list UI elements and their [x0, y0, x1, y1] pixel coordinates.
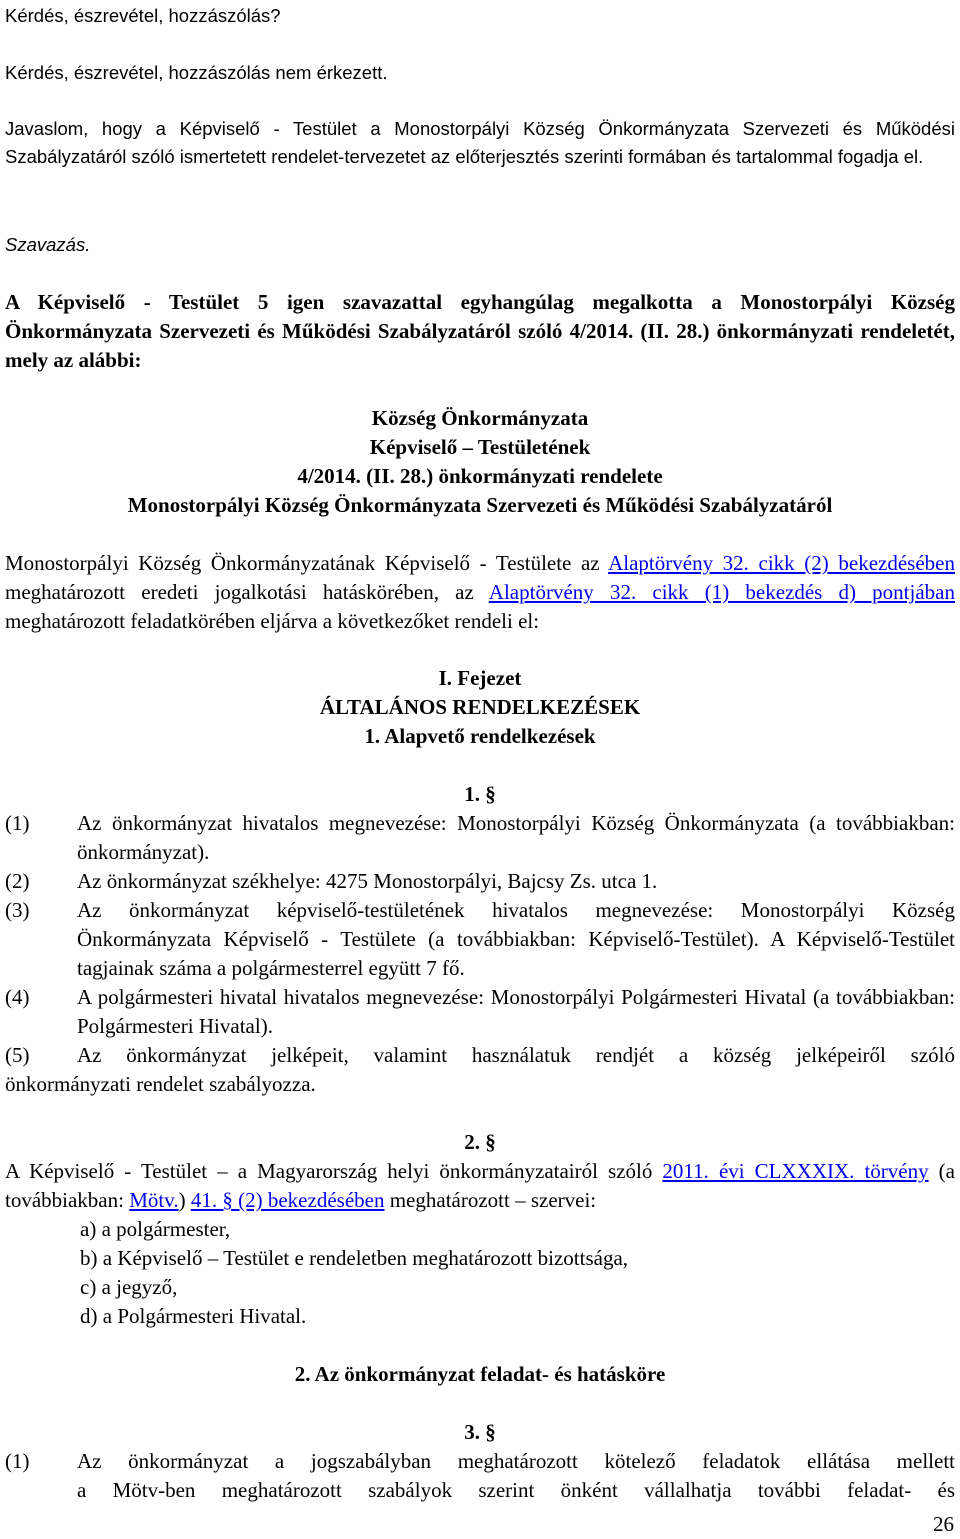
item-number: (5) [5, 1043, 30, 1067]
preamble-part3: meghatározott feladatkörében eljárva a következőket rendeli el: [5, 609, 540, 633]
item-text-rest: a Mötv-ben meghatározott szabályok szerint önként vállalhatja további feladat- és [77, 1478, 955, 1502]
decree-title-line3: 4/2014. (II. 28.) önkormányzati rendelete [297, 464, 663, 488]
section-1-item [5, 1041, 955, 1099]
item-number: (4) [5, 985, 30, 1009]
preamble-part1: Monostorpályi Község Önkormányzatának Képviselő - Testülete az [5, 551, 609, 575]
subchapter-2-heading: 2. Az önkormányzat feladat- és hatásköre [294, 1362, 666, 1386]
page-number: 26 [933, 1512, 954, 1536]
section-3-heading: 3. § [464, 1420, 496, 1444]
section-2-part3: ) [178, 1188, 191, 1212]
chapter-heading [5, 664, 955, 751]
section-2-part4: meghatározott – szervei: [384, 1188, 597, 1212]
answer-text: Kérdés, észrevétel, hozzászólás nem érkezett. [5, 62, 388, 83]
list-item: a) a polgármester, [80, 1217, 231, 1241]
item-number: (1) [5, 1449, 30, 1473]
list-item: b) a Képviselő – Testület e rendeletben meghatározott bizottsága, [80, 1246, 629, 1270]
section-2-heading: 2. § [464, 1130, 496, 1154]
decree-title-line1: Község Önkormányzata [371, 406, 589, 430]
item-number: (2) [5, 869, 30, 893]
decree-title-line2: Képviselő – Testületének [369, 435, 591, 459]
section-1-item [5, 867, 955, 896]
alaptorveny-32-2-link[interactable]: Alaptörvény 32. cikk (2) bekezdésében [608, 551, 955, 575]
item-number: (1) [5, 811, 30, 835]
preamble-part2: meghatározott eredeti jogalkotási hatáskörében, az [5, 580, 489, 604]
item-text-rest: önkormányzati rendelet szabályozza. [5, 1072, 316, 1096]
proposal-paragraph: Javaslom, hogy a Képviselő - Testület a Monostorpályi Község Önkormányzata Szervezeti és Működési Szabályzatáról szóló ismertetett rendelet-tervezetet az előterjesztés szerinti formában és tartalommal fogadja el. [5, 118, 955, 167]
item-text-first: Az önkormányzat jelképeit, valamint használatuk rendjét a község jelképeiről szóló [77, 1043, 955, 1067]
section-1-heading: 1. § [464, 782, 496, 806]
item-text: A polgármesteri hivatal hivatalos megnevezése: Monostorpályi Polgármesteri Hivatal (a továbbiakban: Polgármesteri Hivatal). [77, 985, 955, 1038]
item-text: Az önkormányzat székhelye: 4275 Monostorpályi, Bajcsy Zs. utca 1. [77, 869, 658, 893]
decree-title-line4: Monostorpályi Község Önkormányzata Szervezeti és Működési Szabályzatáról [127, 493, 833, 517]
list-item: c) a jegyző, [80, 1275, 178, 1299]
section-3-item [5, 1447, 955, 1505]
voting-label: Szavazás. [5, 234, 91, 255]
item-text-first: Az önkormányzat a jogszabályban meghatározott kötelező feladatok ellátása mellett [77, 1449, 955, 1473]
preamble-paragraph [5, 549, 955, 636]
section-1-item [5, 983, 955, 1041]
decree-title [5, 404, 955, 520]
item-text: Az önkormányzat képviselő-testületének hivatalos megnevezése: Monostorpályi Község Önkormányzata Képviselő - Testülete (a továbbiakban: Képviselő-Testület). A Képviselő-Testület tagjainak száma a polgármesterrel együtt 7 fő. [77, 898, 955, 980]
chapter-subtitle: 1. Alapvető rendelkezések [364, 724, 596, 748]
item-number: (3) [5, 898, 30, 922]
section-1-list [5, 809, 955, 1099]
list-item: d) a Polgármesteri Hivatal. [80, 1304, 307, 1328]
result-paragraph: A Képviselő - Testület 5 igen szavazattal egyhangúlag megalkotta a Monostorpályi Község Önkormányzata Szervezeti és Működési Szabályzatáról szóló 4/2014. (II. 28.) önkormányzati rendeletét, mely az alábbi: [5, 290, 955, 372]
motv-abbrev-link[interactable]: Mötv. [129, 1188, 179, 1212]
organs-list [5, 1215, 955, 1331]
section-1-item [5, 809, 955, 867]
question-text: Kérdés, észrevétel, hozzászólás? [5, 5, 281, 26]
chapter-title: ÁLTALÁNOS RENDELKEZÉSEK [319, 695, 641, 719]
mötv-law-link[interactable]: 2011. évi CLXXXIX. törvény [662, 1159, 929, 1183]
item-text: Az önkormányzat hivatalos megnevezése: Monostorpályi Község Önkormányzata (a továbbiakban: önkormányzat). [77, 811, 955, 864]
section-2-paragraph [5, 1157, 955, 1215]
section-41-link[interactable]: 41. § (2) bekezdésében [190, 1188, 385, 1212]
section-2-part2: (a továbbiakban: [5, 1159, 955, 1212]
chapter-number: I. Fejezet [438, 666, 522, 690]
section-2-part1: A Képviselő - Testület – a Magyarország helyi önkormányzatairól szóló [5, 1159, 663, 1183]
section-1-item [5, 896, 955, 983]
alaptorveny-32-1-link[interactable]: Alaptörvény 32. cikk (1) bekezdés d) pontjában [488, 580, 955, 604]
